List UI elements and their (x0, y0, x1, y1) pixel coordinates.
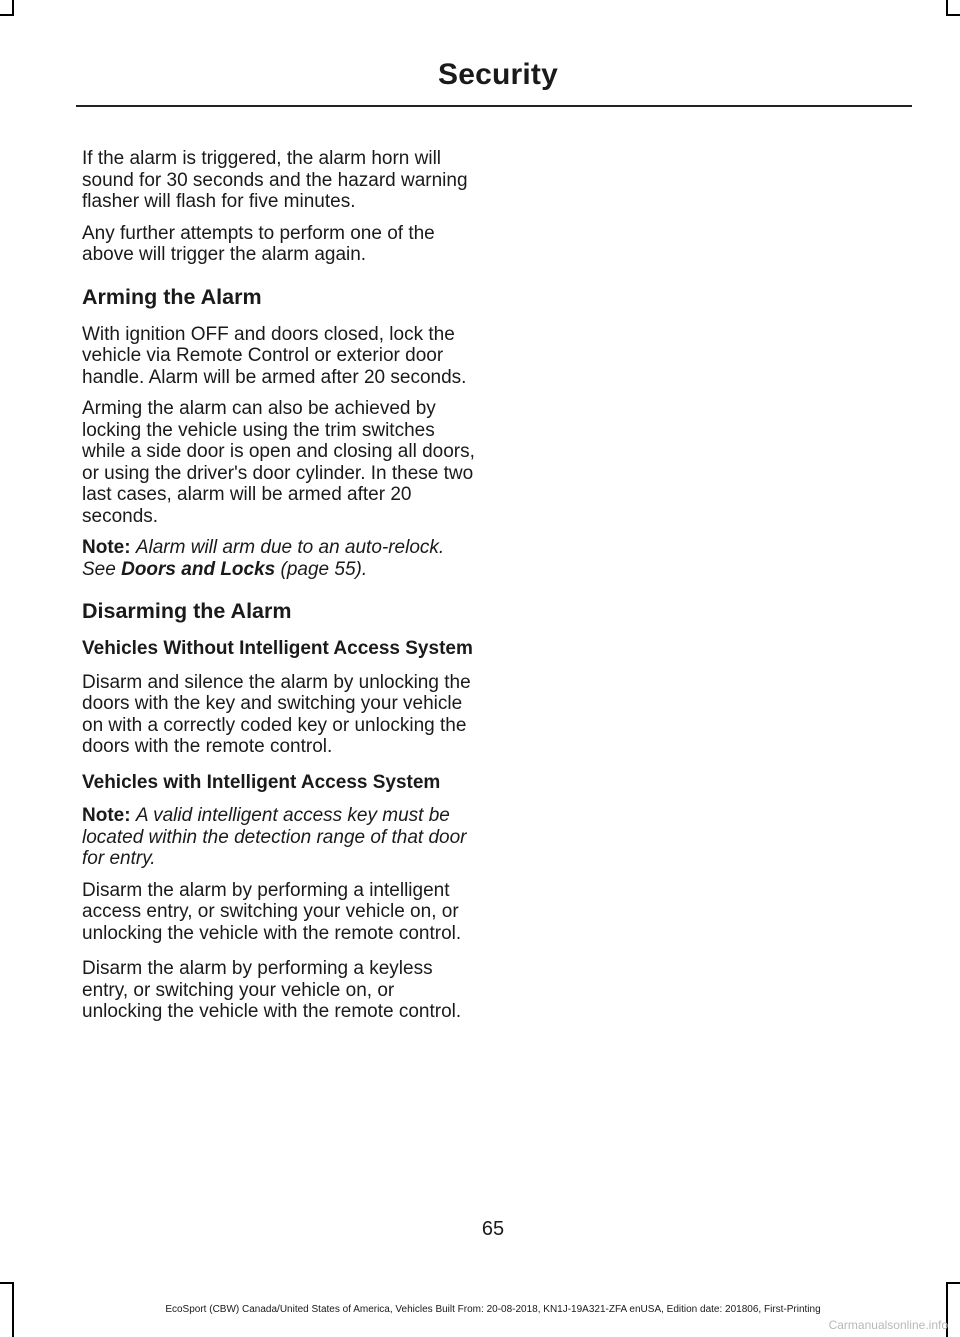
note-label: Note: (82, 805, 131, 826)
heading-arming-alarm: Arming the Alarm (82, 284, 262, 309)
page-title: Security (438, 58, 558, 91)
crop-mark-bottom-right-h (946, 1282, 960, 1284)
subheading-with-intelligent-access: Vehicles with Intelligent Access System (82, 771, 441, 793)
paragraph-arming-trim-switches: Arming the alarm can also be achieved by locking the vehicle using the trim switches while a side door is open and closing all doors, or using the driver's door cylinder. In these two last cases, alarm will be armed after 20 seconds. (82, 398, 475, 527)
heading-disarming-alarm: Disarming the Alarm (82, 599, 292, 623)
subheading-without-intelligent-access: Vehicles Without Intelligent Access System (82, 638, 473, 659)
crop-mark-top-right-v (946, 0, 948, 14)
page-reference: (page 55). (280, 558, 368, 580)
note-text: Alarm will arm due to an auto-relock. See (82, 537, 445, 580)
paragraph-disarm-keyless: Disarm the alarm by performing a keyless entry, or switching your vehicle on, or unlocking the vehicle with the remote control. (82, 958, 462, 1022)
header-rule (76, 105, 912, 107)
watermark: Carmanualsonline.info (828, 1318, 948, 1332)
crop-mark-top-right-h (946, 14, 960, 16)
crop-mark-top-left-v (12, 0, 14, 14)
paragraph-further-attempts: Any further attempts to perform one of the above will trigger the alarm again. (82, 222, 435, 265)
paragraph-disarm-intelligent-access: Disarm the alarm by performing a intelligent access entry, or switching your vehicle on, or unlocking the vehicle with the remote control. (82, 879, 462, 944)
doors-and-locks-link[interactable]: Doors and Locks (121, 558, 276, 580)
paragraph-alarm-triggered: If the alarm is triggered, the alarm horn will sound for 30 seconds and the hazard warning flasher will flash for five minutes. (82, 148, 468, 212)
main-column (82, 148, 478, 1033)
note-valid-key (82, 805, 478, 870)
note-text: A valid intelligent access key must be located within the detection range of that door for entry. (82, 805, 467, 869)
paragraph-arming-ignition-off: With ignition OFF and doors closed, lock the vehicle via Remote Control or exterior door handle. Alarm will be armed after 20 seconds. (82, 323, 467, 388)
paragraph-disarm-without-ia: Disarm and silence the alarm by unlocking the doors with the key and switching your vehicle on with a correctly coded key or unlocking the doors with the remote control. (82, 671, 471, 757)
page-number: 65 (481, 1218, 505, 1240)
crop-mark-top-left-h (0, 14, 14, 16)
note-auto-relock (82, 537, 478, 580)
note-label: Note: (82, 537, 131, 558)
crop-mark-bottom-left-h (0, 1282, 14, 1284)
edition-footer: EcoSport (CBW) Canada/United States of America, Vehicles Built From: 20-08-2018, KN1J-19A321-ZFA enUSA, Edition date: 201806, First-Printing (165, 1304, 821, 1315)
